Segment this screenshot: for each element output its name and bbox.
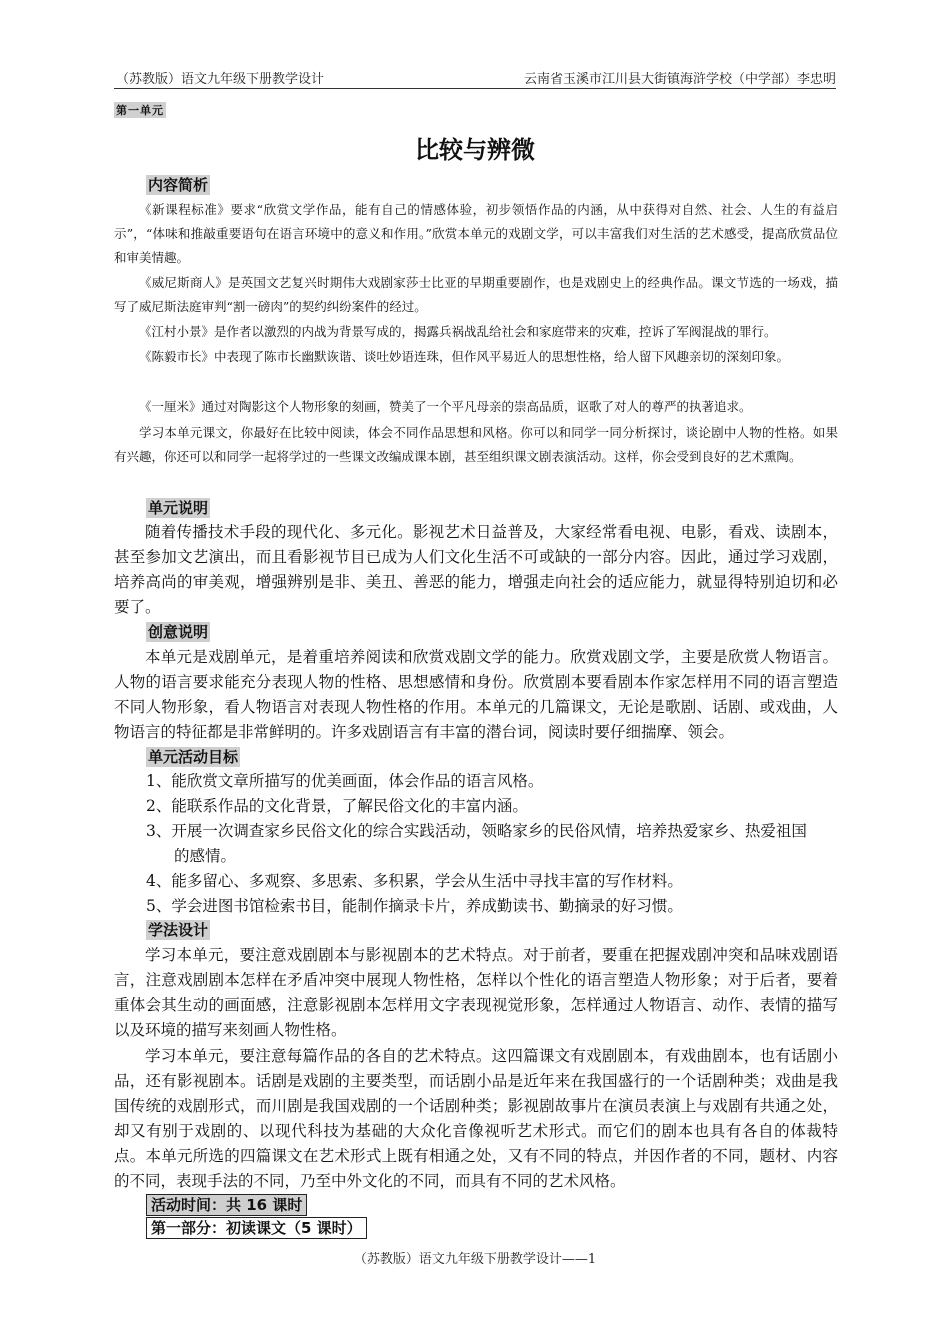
content-heading: 内容简析 <box>148 176 209 194</box>
part1-heading: 第一部分：初读课文（5 课时） <box>146 1217 367 1239</box>
content-paragraph-5: 《一厘米》通过对陶影这个人物形象的刻画，赞美了一个平凡母亲的崇高品质，讴歌了对人的尊严的执著追求。 <box>139 399 752 414</box>
method-heading: 学法设计 <box>148 921 209 939</box>
content-paragraph-1: 《新课程标准》要求“欣赏文学作品，能有自己的情感体验，初步领悟作品的内涵，从中获得对自然、社会、人生的有益启示”，“体味和推敲重要语句在语言环境中的意义和作用。”欣赏本单元的戏剧文学，可以丰富我们对生活的艺术感受，提高欣赏品位和审美情趣。 <box>114 202 838 265</box>
goal-item-3: 3、开展一次调查家乡民俗文化的综合实践活动，领略家乡的民俗风情，培养热爱家乡、热爱祖国 的感情。 <box>146 822 807 865</box>
goal-item-1: 1、能欣赏文章所描写的优美画面，体会作品的语言风格。 <box>146 772 544 790</box>
goals-heading: 单元活动目标 <box>148 748 239 766</box>
unit-label: 第一单元 <box>116 104 164 117</box>
header-left: （苏教版）语文九年级下册教学设计 <box>116 72 325 87</box>
content-paragraph-2: 《威尼斯商人》是英国文艺复兴时期伟大戏剧家莎士比亚的早期重要剧作，也是戏剧史上的经典作品。课文节选的一场戏，描写了威尼斯法庭审判“割一磅肉”的契约纠纷案件的经过。 <box>114 275 838 314</box>
header-right: 云南省玉溪市江川县大街镇海浒学校（中学部）李忠明 <box>523 72 836 87</box>
content-paragraph-4: 《陈毅市长》中表现了陈市长幽默诙谐、谈吐妙语连珠，但作风平易近人的思想性格，给人留下风趣亲切的深刻印象。 <box>139 349 790 364</box>
creative-text: 本单元是戏剧单元，是着重培养阅读和欣赏戏剧文学的能力。欣赏戏剧文学，主要是欣赏人物语言。人物的语言要求能充分表现人物的性格、思想感情和身份。欣赏剧本要看剧本作家怎样用不同的语言塑造不同人物形象，看人物语言对表现人物性格的作用。本单元的几篇课文，无论是歌剧、话剧、或戏曲，人物语言的特征都是非常鲜明的。许多戏剧语言有丰富的潜台词，阅读时要仔细揣摩、领会。 <box>114 648 838 741</box>
page-title: 比较与辨微 <box>415 136 535 164</box>
unit-desc-text: 随着传播技术手段的现代化、多元化。影视艺术日益普及，大家经常看电视、电影，看戏、读剧本，甚至参加文艺演出，而且看影视节目已成为人们文化生活不可或缺的一部分内容。因此，通过学习戏剧，培养高尚的审美观，增强辨别是非、美丑、善恶的能力，增强走向社会的适应能力，就显得特别迫切和必要了。 <box>114 523 838 616</box>
content-paragraph-6: 学习本单元课文，你最好在比较中阅读，体会不同作品思想和风格。你可以和同学一同分析探讨，谈论剧中人物的性格。如果有兴趣，你还可以和同学一起将学过的一些课文改编成课本剧，甚至组织课文剧表演活动。这样，你会受到良好的艺术熏陶。 <box>114 425 838 464</box>
goal-item-5: 5、学会进图书馆检索书目，能制作摘录卡片，养成勤读书、勤摘录的好习惯。 <box>146 897 683 915</box>
content-paragraph-3: 《江村小景》是作者以激烈的内战为背景写成的，揭露兵祸战乱给社会和家庭带来的灾难，控诉了军阀混战的罪行。 <box>139 324 777 339</box>
page-footer: （苏教版）语文九年级下册教学设计——1 <box>353 1252 597 1267</box>
method-paragraph-2: 学习本单元，要注意每篇作品的各自的艺术特点。这四篇课文有戏剧剧本，有戏曲剧本，也有话剧小品，还有影视剧本。话剧是戏剧的主要类型，而话剧小品是近年来在我国盛行的一个话剧种类；戏曲是我国传统的戏剧形式，而川剧是我国戏剧的一个话剧种类；影视剧故事片在演员表演上与戏剧有共通之处，却又有别于戏剧的、以现代科技为基础的大众化音像视听艺术形式。而它们的剧本也具有各自的体裁特点。本单元所选的四篇课文在艺术形式上既有相通之处，又有不同的特点，并因作者的不同，题材、内容的不同，表现手法的不同，乃至中外文化的不同，而具有不同的艺术风格。 <box>114 1047 838 1190</box>
time-heading: 活动时间：共 16 课时 <box>146 1194 307 1216</box>
method-paragraph-1: 学习本单元，要注意戏剧剧本与影视剧本的艺术特点。对于前者，要重在把握戏剧冲突和品味戏剧语言，注意戏剧剧本怎样在矛盾冲突中展现人物性格，怎样以个性化的语言塑造人物形象；对于后者，要着重体会其生动的画面感，注意影视剧本怎样用文字表现视觉形象，怎样通过人物语言、动作、表情的描写以及环境的描写来刻画人物性格。 <box>114 946 838 1039</box>
goal-item-4: 4、能多留心、多观察、多思索、多积累，学会从生活中寻找丰富的写作材料。 <box>146 872 683 890</box>
goal-item-2: 2、能联系作品的文化背景，了解民俗文化的丰富内涵。 <box>146 797 528 815</box>
unit-desc-heading: 单元说明 <box>148 499 209 517</box>
creative-heading: 创意说明 <box>148 623 209 641</box>
page-header <box>114 66 836 89</box>
